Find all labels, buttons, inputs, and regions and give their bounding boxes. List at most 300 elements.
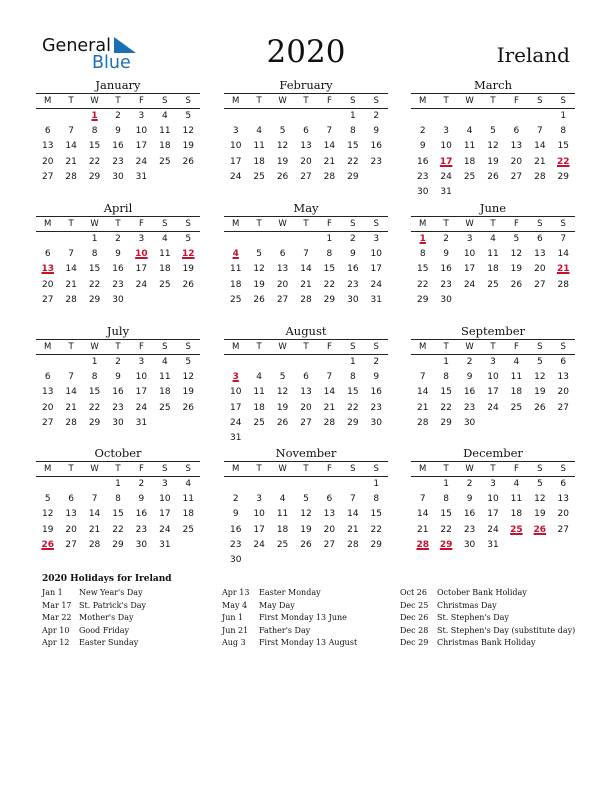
day: 21 <box>416 524 429 535</box>
day: 7 <box>68 126 74 137</box>
weekday-label: T <box>68 342 74 352</box>
day: 3 <box>138 111 145 121</box>
page-title-year: 2020 <box>266 34 346 70</box>
holiday-item <box>42 587 146 600</box>
day: 18 <box>463 156 476 167</box>
day: 4 <box>161 234 168 244</box>
day: 5 <box>256 249 262 260</box>
empty-day <box>528 109 551 124</box>
holiday-name: Father's Day <box>259 625 311 635</box>
day: 31 <box>370 294 382 305</box>
day: 6 <box>68 494 74 505</box>
weekday-label: S <box>162 464 168 474</box>
logo-text-general: General <box>42 36 111 56</box>
holiday-name: Christmas Bank Holiday <box>437 638 536 647</box>
day: 27 <box>276 294 289 305</box>
weekday-label: F <box>326 342 332 352</box>
day: 18 <box>276 524 289 535</box>
day: 23 <box>463 402 476 413</box>
holiday-item <box>42 637 146 650</box>
day: 27 <box>300 417 312 428</box>
day: 10 <box>229 141 242 152</box>
day: 5 <box>185 357 192 367</box>
holiday-column <box>42 587 146 650</box>
day: 11 <box>510 372 523 383</box>
day: 8 <box>91 372 98 383</box>
day: 23 <box>112 156 124 167</box>
day: 9 <box>115 372 121 383</box>
day: 12 <box>534 372 546 383</box>
day: 7 <box>326 372 333 383</box>
day: 5 <box>536 479 543 489</box>
day: 11 <box>276 509 289 520</box>
day-grid <box>224 109 388 185</box>
weekday-label: S <box>162 342 168 352</box>
day: 9 <box>443 249 449 260</box>
day: 25 <box>253 171 265 182</box>
day: 23 <box>347 279 359 290</box>
month-name: September <box>460 324 526 338</box>
weekday-label: S <box>350 96 356 106</box>
day: 3 <box>161 479 168 489</box>
day: 12 <box>41 509 54 520</box>
day: 23 <box>370 156 382 167</box>
month-august <box>224 324 388 446</box>
day: 28 <box>347 539 359 550</box>
empty-day <box>59 477 82 492</box>
day: 15 <box>416 264 429 275</box>
empty-day <box>224 355 247 370</box>
day: 27 <box>41 171 54 182</box>
empty-day <box>481 109 504 124</box>
day: 26 <box>276 417 289 428</box>
day: 31 <box>487 539 499 550</box>
day: 21 <box>65 402 77 413</box>
weekday-label: T <box>256 342 262 352</box>
day: 21 <box>300 279 312 290</box>
day: 16 <box>370 387 382 398</box>
day: 10 <box>463 249 476 260</box>
weekday-label: M <box>232 96 240 106</box>
weekday-label: T <box>115 464 121 474</box>
day: 26 <box>182 156 194 167</box>
weekday-label: F <box>326 96 332 106</box>
day: 5 <box>513 234 520 244</box>
day-grid <box>224 232 388 308</box>
empty-day <box>59 109 82 124</box>
day: 7 <box>91 494 98 505</box>
day: 8 <box>115 494 121 505</box>
day: 15 <box>440 509 452 520</box>
day: 14 <box>323 387 336 398</box>
day: 18 <box>253 402 265 413</box>
holiday-day: 1 <box>419 234 426 244</box>
day: 17 <box>487 509 499 520</box>
day: 23 <box>229 539 242 550</box>
day: 17 <box>487 387 499 398</box>
day: 26 <box>534 402 546 413</box>
holiday-day: 22 <box>556 156 570 167</box>
day: 27 <box>41 417 54 428</box>
weekday-label: F <box>138 96 144 106</box>
weekday-label: T <box>490 96 496 106</box>
day: 21 <box>416 402 429 413</box>
empty-day <box>318 355 341 370</box>
day: 30 <box>112 171 124 182</box>
weekday-label: S <box>162 96 168 106</box>
day: 11 <box>253 387 265 398</box>
day: 20 <box>41 156 54 167</box>
day: 28 <box>88 539 101 550</box>
day: 3 <box>443 126 449 137</box>
day: 4 <box>466 126 473 137</box>
day: 5 <box>536 357 543 367</box>
day: 27 <box>323 539 336 550</box>
day-grid <box>36 477 200 553</box>
month-name: June <box>479 201 507 215</box>
holiday-day: 21 <box>556 264 570 275</box>
day: 25 <box>510 402 523 413</box>
empty-day <box>411 109 434 124</box>
day: 24 <box>487 402 499 413</box>
holiday-day: 25 <box>510 524 523 535</box>
day: 11 <box>510 494 523 505</box>
weekday-label: T <box>68 464 74 474</box>
month-name: January <box>95 78 141 92</box>
day: 9 <box>115 249 121 260</box>
day: 8 <box>91 126 98 137</box>
day: 6 <box>44 249 51 260</box>
day: 18 <box>487 264 499 275</box>
day: 18 <box>159 264 171 275</box>
day: 8 <box>349 372 356 383</box>
weekday-label: T <box>490 342 496 352</box>
day: 5 <box>44 494 51 505</box>
empty-day <box>294 109 317 124</box>
day: 18 <box>229 279 242 290</box>
weekday-label: S <box>560 342 566 352</box>
day: 29 <box>88 417 101 428</box>
weekday-header <box>411 339 575 355</box>
weekday-label: T <box>443 96 449 106</box>
day: 23 <box>370 402 382 413</box>
holiday-name: St. Patrick's Day <box>79 600 147 610</box>
empty-day <box>36 355 59 370</box>
weekday-label: M <box>419 342 427 352</box>
empty-day <box>318 477 341 492</box>
day: 15 <box>88 264 101 275</box>
day: 19 <box>182 387 194 398</box>
empty-day <box>294 355 317 370</box>
day: 3 <box>373 234 380 244</box>
weekday-label: S <box>373 342 379 352</box>
day: 28 <box>323 417 336 428</box>
day: 26 <box>487 171 499 182</box>
holiday-name: Good Friday <box>79 625 130 635</box>
day: 25 <box>159 156 171 167</box>
day: 8 <box>443 372 449 383</box>
day: 13 <box>323 509 336 520</box>
day: 24 <box>229 417 242 428</box>
month-name: August <box>285 324 327 338</box>
holiday-date: Apr 10 <box>42 625 70 635</box>
day: 2 <box>419 126 426 137</box>
day: 22 <box>347 402 359 413</box>
day: 15 <box>88 141 101 152</box>
day: 18 <box>159 141 171 152</box>
holiday-item <box>42 625 146 638</box>
day: 28 <box>65 171 77 182</box>
day: 21 <box>65 279 77 290</box>
day: 4 <box>256 372 262 383</box>
day: 3 <box>138 234 145 244</box>
day: 19 <box>41 524 54 535</box>
day: 16 <box>229 524 242 535</box>
day: 6 <box>326 494 333 505</box>
day: 25 <box>229 294 242 305</box>
day: 2 <box>443 234 449 244</box>
day: 10 <box>229 387 242 398</box>
weekday-header <box>36 216 200 232</box>
weekday-label: T <box>68 219 74 229</box>
month-name: December <box>463 446 523 460</box>
day: 11 <box>487 249 499 260</box>
holiday-date: Mar 22 <box>42 613 72 622</box>
day: 2 <box>349 234 356 244</box>
day: 18 <box>159 387 171 398</box>
day-grid <box>36 355 200 431</box>
day: 25 <box>276 539 289 550</box>
day: 24 <box>135 279 148 290</box>
weekday-label: M <box>44 219 52 229</box>
day: 28 <box>416 417 429 428</box>
holiday-date: Jun 1 <box>222 613 244 622</box>
day: 16 <box>135 509 148 520</box>
holiday-date: Oct 26 <box>400 588 427 597</box>
weekday-label: F <box>138 342 144 352</box>
day: 6 <box>513 126 520 137</box>
day: 9 <box>373 126 380 137</box>
day: 3 <box>256 494 262 505</box>
weekday-label: W <box>278 219 287 229</box>
weekday-label: T <box>443 464 449 474</box>
day: 8 <box>373 494 380 505</box>
holiday-date: May 4 <box>222 600 248 610</box>
weekday-label: S <box>537 342 543 352</box>
day: 6 <box>44 372 51 383</box>
weekday-label: S <box>537 219 543 229</box>
day: 18 <box>510 387 523 398</box>
day: 19 <box>182 264 194 275</box>
weekday-label: M <box>232 219 240 229</box>
empty-day <box>318 109 341 124</box>
holiday-day: 12 <box>181 249 195 260</box>
day: 22 <box>440 402 452 413</box>
weekday-label: T <box>303 219 309 229</box>
weekday-header <box>224 216 388 232</box>
day: 26 <box>182 279 194 290</box>
weekday-header <box>36 461 200 477</box>
day: 5 <box>303 494 309 505</box>
day: 14 <box>323 141 336 152</box>
day: 10 <box>135 372 148 383</box>
holiday-name: Easter Monday <box>259 588 321 597</box>
day-grid <box>411 109 575 200</box>
day: 4 <box>256 126 262 137</box>
day: 22 <box>370 524 382 535</box>
day: 25 <box>253 417 265 428</box>
day: 9 <box>466 494 473 505</box>
day: 23 <box>463 524 476 535</box>
weekday-header <box>36 93 200 109</box>
day: 29 <box>347 171 359 182</box>
day: 21 <box>323 402 336 413</box>
weekday-label: T <box>443 342 449 352</box>
day: 19 <box>276 156 289 167</box>
day: 12 <box>182 372 194 383</box>
day: 18 <box>510 509 523 520</box>
day: 6 <box>44 126 51 137</box>
day: 28 <box>557 279 569 290</box>
day: 16 <box>416 156 429 167</box>
day: 21 <box>347 524 359 535</box>
empty-day <box>294 232 317 247</box>
day: 6 <box>279 249 286 260</box>
empty-day <box>59 355 82 370</box>
day: 20 <box>534 264 546 275</box>
day: 5 <box>490 126 496 137</box>
empty-day <box>294 477 317 492</box>
holiday-name: October Bank Holiday <box>437 588 527 597</box>
day: 7 <box>349 494 356 505</box>
empty-day <box>271 232 294 247</box>
day: 2 <box>115 111 121 121</box>
weekday-label: M <box>232 342 240 352</box>
day: 29 <box>370 539 382 550</box>
day: 30 <box>347 294 359 305</box>
weekday-label: W <box>278 464 287 474</box>
day: 14 <box>300 264 312 275</box>
day: 19 <box>510 264 523 275</box>
holiday-day: 4 <box>232 249 239 260</box>
day: 2 <box>115 234 121 244</box>
day-grid <box>411 232 575 308</box>
weekday-label: T <box>303 96 309 106</box>
day: 12 <box>510 249 523 260</box>
weekday-label: S <box>185 464 191 474</box>
day-grid <box>36 232 200 308</box>
day: 10 <box>253 509 265 520</box>
weekday-label: W <box>90 342 99 352</box>
empty-day <box>411 355 434 370</box>
day: 15 <box>323 264 336 275</box>
holiday-date: Jan 1 <box>42 588 63 597</box>
logo-text-blue: Blue <box>92 53 131 73</box>
holiday-item <box>400 637 575 650</box>
weekday-label: T <box>256 464 262 474</box>
day-grid <box>411 355 575 431</box>
day: 17 <box>135 387 148 398</box>
day: 24 <box>253 539 265 550</box>
empty-day <box>59 232 82 247</box>
day: 16 <box>347 264 359 275</box>
empty-day <box>271 477 294 492</box>
weekday-label: F <box>513 96 519 106</box>
weekday-label: W <box>465 464 474 474</box>
holiday-name: Christmas Day <box>437 600 497 610</box>
day: 9 <box>115 126 121 137</box>
day: 12 <box>300 509 312 520</box>
day: 19 <box>534 509 546 520</box>
day: 21 <box>323 156 336 167</box>
day: 9 <box>373 372 380 383</box>
day: 26 <box>510 279 523 290</box>
day: 16 <box>440 264 452 275</box>
weekday-label: M <box>419 219 427 229</box>
day: 2 <box>115 357 121 367</box>
empty-day <box>458 109 481 124</box>
day: 3 <box>232 126 239 137</box>
holiday-date: Aug 3 <box>222 638 246 647</box>
day: 14 <box>557 249 569 260</box>
day: 30 <box>112 294 124 305</box>
weekday-label: W <box>465 342 474 352</box>
holiday-name: St. Stephen's Day <box>437 613 509 622</box>
month-january <box>36 78 200 185</box>
weekday-header <box>36 339 200 355</box>
day-grid <box>36 109 200 185</box>
day: 11 <box>182 494 194 505</box>
day: 22 <box>88 279 101 290</box>
month-name: July <box>106 324 130 338</box>
day: 1 <box>91 357 98 367</box>
day: 28 <box>300 294 312 305</box>
weekday-label: F <box>138 219 144 229</box>
weekday-label: T <box>68 96 74 106</box>
weekday-label: W <box>465 219 474 229</box>
weekday-label: W <box>90 219 99 229</box>
day: 13 <box>41 141 54 152</box>
day: 13 <box>300 387 312 398</box>
day: 23 <box>440 279 452 290</box>
day: 14 <box>65 387 77 398</box>
holiday-item <box>222 587 357 600</box>
day: 14 <box>347 509 359 520</box>
day: 7 <box>536 126 543 137</box>
day: 26 <box>300 539 312 550</box>
day: 13 <box>300 141 312 152</box>
weekday-label: S <box>560 96 566 106</box>
day: 12 <box>182 126 194 137</box>
day: 24 <box>135 402 148 413</box>
day: 27 <box>534 279 546 290</box>
day: 3 <box>490 357 496 367</box>
day: 1 <box>349 111 356 121</box>
weekday-header <box>224 461 388 477</box>
day: 7 <box>419 372 426 383</box>
weekday-label: T <box>115 219 121 229</box>
day: 16 <box>463 387 476 398</box>
day: 4 <box>279 494 286 505</box>
weekday-label: S <box>537 464 543 474</box>
day: 22 <box>347 156 359 167</box>
day: 17 <box>229 402 242 413</box>
weekday-label: T <box>303 464 309 474</box>
weekday-header <box>411 461 575 477</box>
day: 30 <box>135 539 148 550</box>
empty-day <box>36 477 59 492</box>
day: 29 <box>440 417 452 428</box>
